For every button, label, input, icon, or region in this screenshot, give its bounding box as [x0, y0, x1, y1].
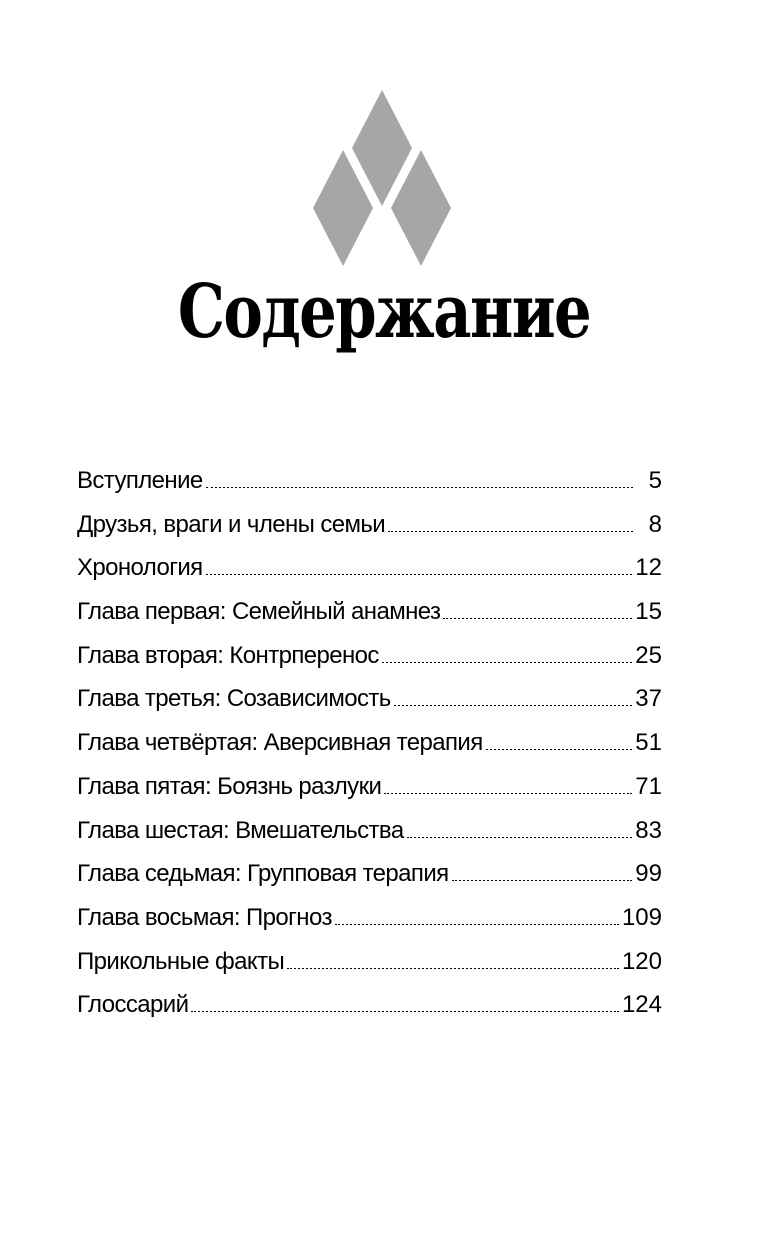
dot-leader	[287, 968, 619, 969]
toc-entry[interactable]	[77, 809, 662, 853]
toc-entry[interactable]	[77, 677, 662, 721]
page-title: Содержание	[177, 269, 591, 355]
toc-entry-title: Глава пятая: Боязнь разлуки	[77, 772, 382, 800]
toc-entry-title: Глоссарий	[77, 991, 189, 1019]
toc-entry-title: Глава третья: Созависимость	[77, 685, 391, 713]
dot-leader	[452, 880, 633, 881]
toc-entry-title: Глава первая: Семейный анамнез	[77, 598, 441, 626]
toc-entry-title: Хронология	[77, 554, 203, 582]
toc-entry[interactable]	[77, 459, 662, 503]
toc-entry-page-number: 51	[635, 729, 662, 757]
toc-entry[interactable]	[77, 940, 662, 984]
dot-leader	[382, 662, 633, 663]
toc-entry[interactable]	[77, 590, 662, 634]
toc-entry-title: Глава четвёртая: Аверсивная терапия	[77, 729, 483, 757]
dot-leader	[206, 487, 633, 488]
toc-entry-title: Прикольные факты	[77, 947, 285, 975]
dot-leader	[394, 705, 633, 706]
toc-entry-page-number: 37	[635, 685, 662, 713]
dot-leader	[407, 837, 633, 838]
toc-entry[interactable]	[77, 983, 662, 1027]
toc-entry-page-number: 109	[621, 903, 662, 931]
dot-leader	[335, 924, 619, 925]
toc-entry-title: Вступление	[77, 467, 203, 494]
toc-entry-title: Друзья, враги и члены семьи	[77, 510, 386, 538]
three-diamonds-ornament-icon	[0, 0, 768, 280]
toc-entry-title: Глава восьмая: Прогноз	[77, 903, 332, 931]
toc-entry[interactable]	[77, 546, 662, 590]
toc-entry[interactable]	[77, 721, 662, 765]
toc-entry-page-number: 71	[635, 772, 662, 800]
toc-entry-page-number: 25	[635, 641, 662, 669]
dot-leader	[486, 749, 633, 750]
toc-entry[interactable]	[77, 503, 662, 547]
toc-entry-page-number: 124	[621, 991, 662, 1019]
dot-leader	[384, 793, 632, 794]
toc-entry[interactable]	[77, 896, 662, 940]
toc-entry-page-number: 8	[648, 510, 662, 538]
dot-leader	[206, 574, 633, 575]
dot-leader	[191, 1011, 619, 1012]
dot-leader	[388, 531, 633, 532]
toc-entry[interactable]	[77, 852, 662, 896]
toc-entry-page-number: 5	[648, 467, 662, 494]
toc-entry[interactable]	[77, 765, 662, 809]
toc-entry-title: Глава седьмая: Групповая терапия	[77, 860, 449, 888]
toc-entry-title: Глава шестая: Вмешательства	[77, 816, 404, 844]
toc-entry-title: Глава вторая: Контрперенос	[77, 641, 379, 669]
toc-entry-page-number: 99	[635, 860, 662, 888]
dot-leader	[443, 618, 632, 619]
toc-entry-page-number: 83	[635, 816, 662, 844]
toc-entry-page-number: 120	[621, 947, 662, 975]
toc-entry-page-number: 12	[635, 554, 662, 582]
toc-entry-page-number: 15	[635, 598, 662, 626]
table-of-contents	[77, 459, 662, 1027]
toc-entry[interactable]	[77, 634, 662, 678]
